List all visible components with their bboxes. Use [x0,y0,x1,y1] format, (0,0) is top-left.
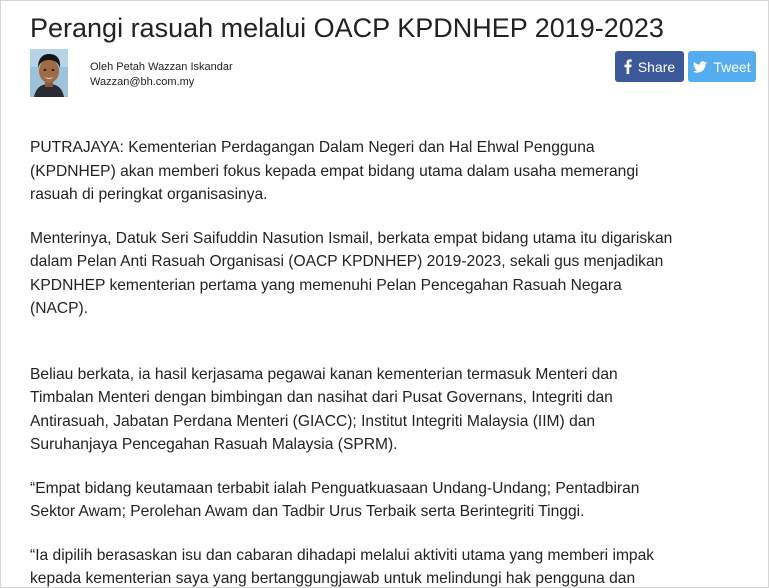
paragraph-line: PUTRAJAYA: Kementerian Perdagangan Dalam Negeri dan Hal Ehwal Pengguna [30,139,595,156]
facebook-share-button[interactable] [615,51,684,82]
paragraph-line: Antirasuah, Jabatan Perdana Menteri (GIACC); Institut Integriti Malaysia (IIM) dan [30,412,596,430]
paragraph-3 [30,363,746,457]
author-avatar [30,49,68,97]
article-headline: Perangi rasuah melalui OACP KPDNHEP 2019-2023 [30,13,664,43]
paragraph-1 [30,136,746,207]
paragraph-5 [30,544,746,588]
paragraph-2 [30,227,746,321]
paragraph-line: Sektor Awam; Perolehan Awam dan Tadbir Urus Terbaik serta Berintegriti Tinggi. [30,503,585,520]
paragraph-line: Timbalan Menteri dengan bimbingan dan nasihat dari Pusat Governans, Integriti dan [30,389,613,406]
author-info [90,60,233,90]
author-email[interactable]: Wazzan@bh.com.my [90,76,195,88]
paragraph-line: (NACP). [30,300,89,317]
paragraph-line: “Empat bidang keutamaan terbabit ialah Penguatkuasaan Undang-Undang; Pentadbiran [30,479,640,497]
paragraph-4 [30,477,746,524]
author-byline: Oleh Petah Wazzan Iskandar [90,61,233,73]
paragraph-line: Suruhanjaya Pencegahan Rasuah Malaysia (SPRM). [30,436,398,453]
twitter-bird-icon [693,61,707,73]
facebook-share-label: Share [637,58,676,75]
paragraph-line: rasuah di peringkat organisasinya. [30,186,268,203]
paragraph-line: Menterinya, Datuk Seri Saifuddin Nasution Ismail, berkata empat bidang utama itu digariskan [30,229,673,247]
paragraph-line: “Ia dipilih berasaskan isu dan cabaran dihadapi melalui aktiviti utama yang memberi impak [30,546,655,564]
facebook-icon [624,59,632,74]
twitter-tweet-button[interactable] [688,51,756,82]
paragraph-line: KPDNHEP kementerian pertama yang memenuhi Pelan Pencegahan Rasuah Negara [30,276,622,294]
article-body [30,136,746,588]
twitter-tweet-label: Tweet [713,58,751,75]
paragraph-line: kepada kementerian saya yang bertanggungjawab untuk melindungi hak pengguna dan [30,570,636,587]
paragraph-line: dalam Pelan Anti Rasuah Organisasi (OACP KPDNHEP) 2019-2023, sekali gus menjadikan [30,253,664,270]
paragraph-line: Beliau berkata, ia hasil kerjasama pegawai kanan kementerian termasuk Menteri dan [30,365,618,383]
paragraph-line: (KPDNHEP) akan memberi fokus kepada empat bidang utama dalam usaha memerangi [30,162,639,180]
